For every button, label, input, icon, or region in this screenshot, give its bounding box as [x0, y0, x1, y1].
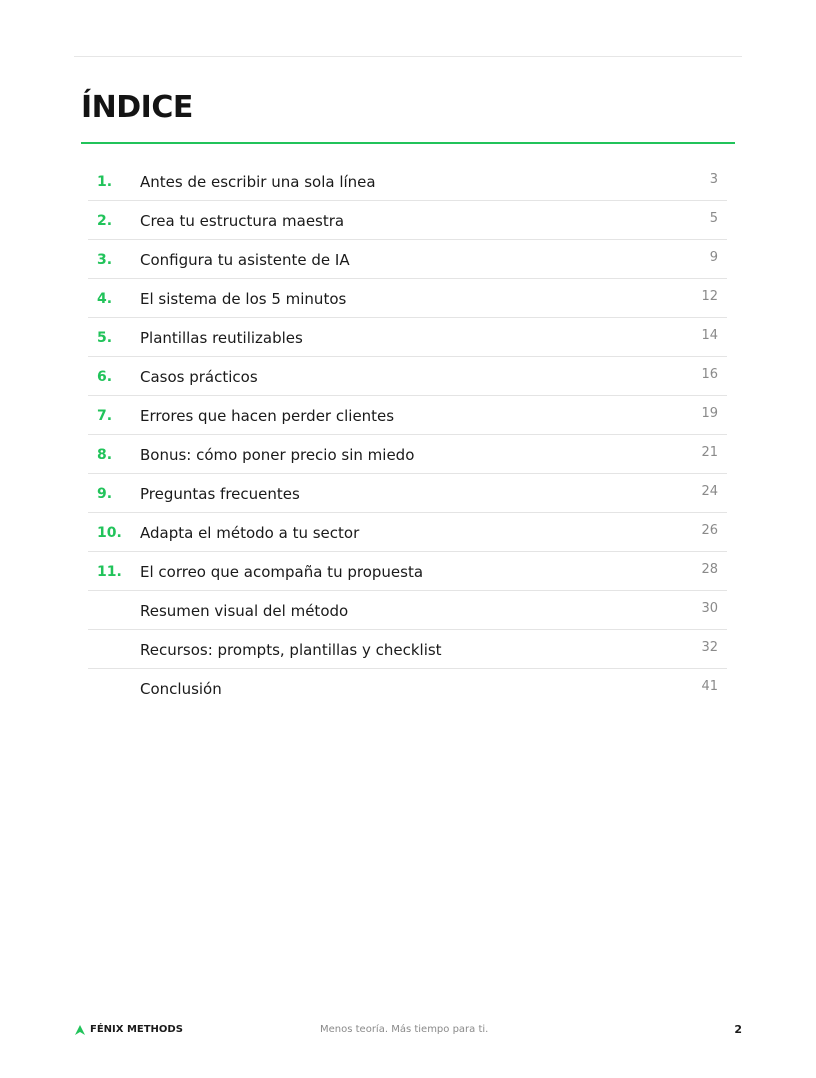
- header-divider: [74, 56, 742, 57]
- toc-entry-number: 4.: [97, 291, 113, 307]
- toc-entry-number: 8.: [97, 447, 113, 463]
- toc-entry-page: 5: [709, 211, 718, 226]
- toc-entry-page: 32: [701, 640, 718, 655]
- page-number: 2: [734, 1023, 742, 1036]
- toc-entry[interactable]: [88, 318, 727, 357]
- toc-entry[interactable]: [88, 630, 727, 669]
- toc-entry-title: Errores que hacen perder clientes: [140, 407, 395, 425]
- toc-entry[interactable]: [88, 357, 727, 396]
- toc-entry-title: El sistema de los 5 minutos: [140, 290, 347, 308]
- toc-entry[interactable]: [88, 240, 727, 279]
- toc-entry-page: 12: [701, 289, 718, 304]
- toc-entry[interactable]: [88, 279, 727, 318]
- toc-entry-number: 5.: [97, 330, 113, 346]
- toc-entry-title: Plantillas reutilizables: [140, 329, 303, 347]
- toc-entry-title: Casos prácticos: [140, 368, 258, 386]
- toc-entry-number: 7.: [97, 408, 113, 424]
- toc-entry-title: Antes de escribir una sola línea: [140, 173, 376, 191]
- toc-entry-page: 14: [701, 328, 718, 343]
- footer-tagline: Menos teoría. Más tiempo para ti.: [320, 1024, 489, 1035]
- toc-entry-page: 30: [701, 601, 718, 616]
- phoenix-logo-icon: [74, 1024, 86, 1036]
- toc-entry-title: Recursos: prompts, plantillas y checklist: [140, 641, 442, 659]
- toc-entry-title: Crea tu estructura maestra: [140, 212, 345, 230]
- page-footer: [74, 1020, 742, 1040]
- toc-entry[interactable]: [88, 591, 727, 630]
- toc-entry-title: El correo que acompaña tu propuesta: [140, 563, 424, 581]
- toc-entry-title: Bonus: cómo poner precio sin miedo: [140, 446, 415, 464]
- toc-entry[interactable]: [88, 669, 727, 708]
- toc-entry-title: Adapta el método a tu sector: [140, 524, 360, 542]
- toc-entry[interactable]: [88, 396, 727, 435]
- toc-entry[interactable]: [88, 435, 727, 474]
- toc-entry-number: 2.: [97, 213, 113, 229]
- toc-entry[interactable]: [88, 552, 727, 591]
- toc-entry-page: 3: [709, 172, 718, 187]
- toc-entry[interactable]: [88, 162, 727, 201]
- footer-brand: [74, 1020, 183, 1040]
- toc-entry[interactable]: [88, 513, 727, 552]
- toc-entry-page: 24: [701, 484, 718, 499]
- title-underline: [81, 142, 735, 144]
- toc-entry-page: 16: [701, 367, 718, 382]
- toc-entry-page: 9: [709, 250, 718, 265]
- toc-entry-page: 28: [701, 562, 718, 577]
- toc-entry-page: 41: [701, 679, 718, 694]
- toc-entry-page: 19: [701, 406, 718, 421]
- toc-entry-number: 11.: [97, 564, 122, 580]
- toc-entry-number: 10.: [97, 525, 122, 541]
- toc-entry-title: Conclusión: [140, 680, 222, 698]
- toc-entry-title: Resumen visual del método: [140, 602, 349, 620]
- toc-entry-number: 1.: [97, 174, 113, 190]
- table-of-contents: [88, 162, 727, 708]
- footer-brand-name: FÉNIX METHODS: [90, 1024, 183, 1035]
- toc-entry-page: 21: [701, 445, 718, 460]
- toc-entry-page: 26: [701, 523, 718, 538]
- toc-entry-number: 6.: [97, 369, 113, 385]
- toc-entry[interactable]: [88, 201, 727, 240]
- page-title: ÍNDICE: [81, 90, 193, 125]
- toc-entry-number: 3.: [97, 252, 113, 268]
- toc-entry[interactable]: [88, 474, 727, 513]
- toc-entry-number: 9.: [97, 486, 113, 502]
- toc-entry-title: Preguntas frecuentes: [140, 485, 300, 503]
- toc-entry-title: Configura tu asistente de IA: [140, 251, 350, 269]
